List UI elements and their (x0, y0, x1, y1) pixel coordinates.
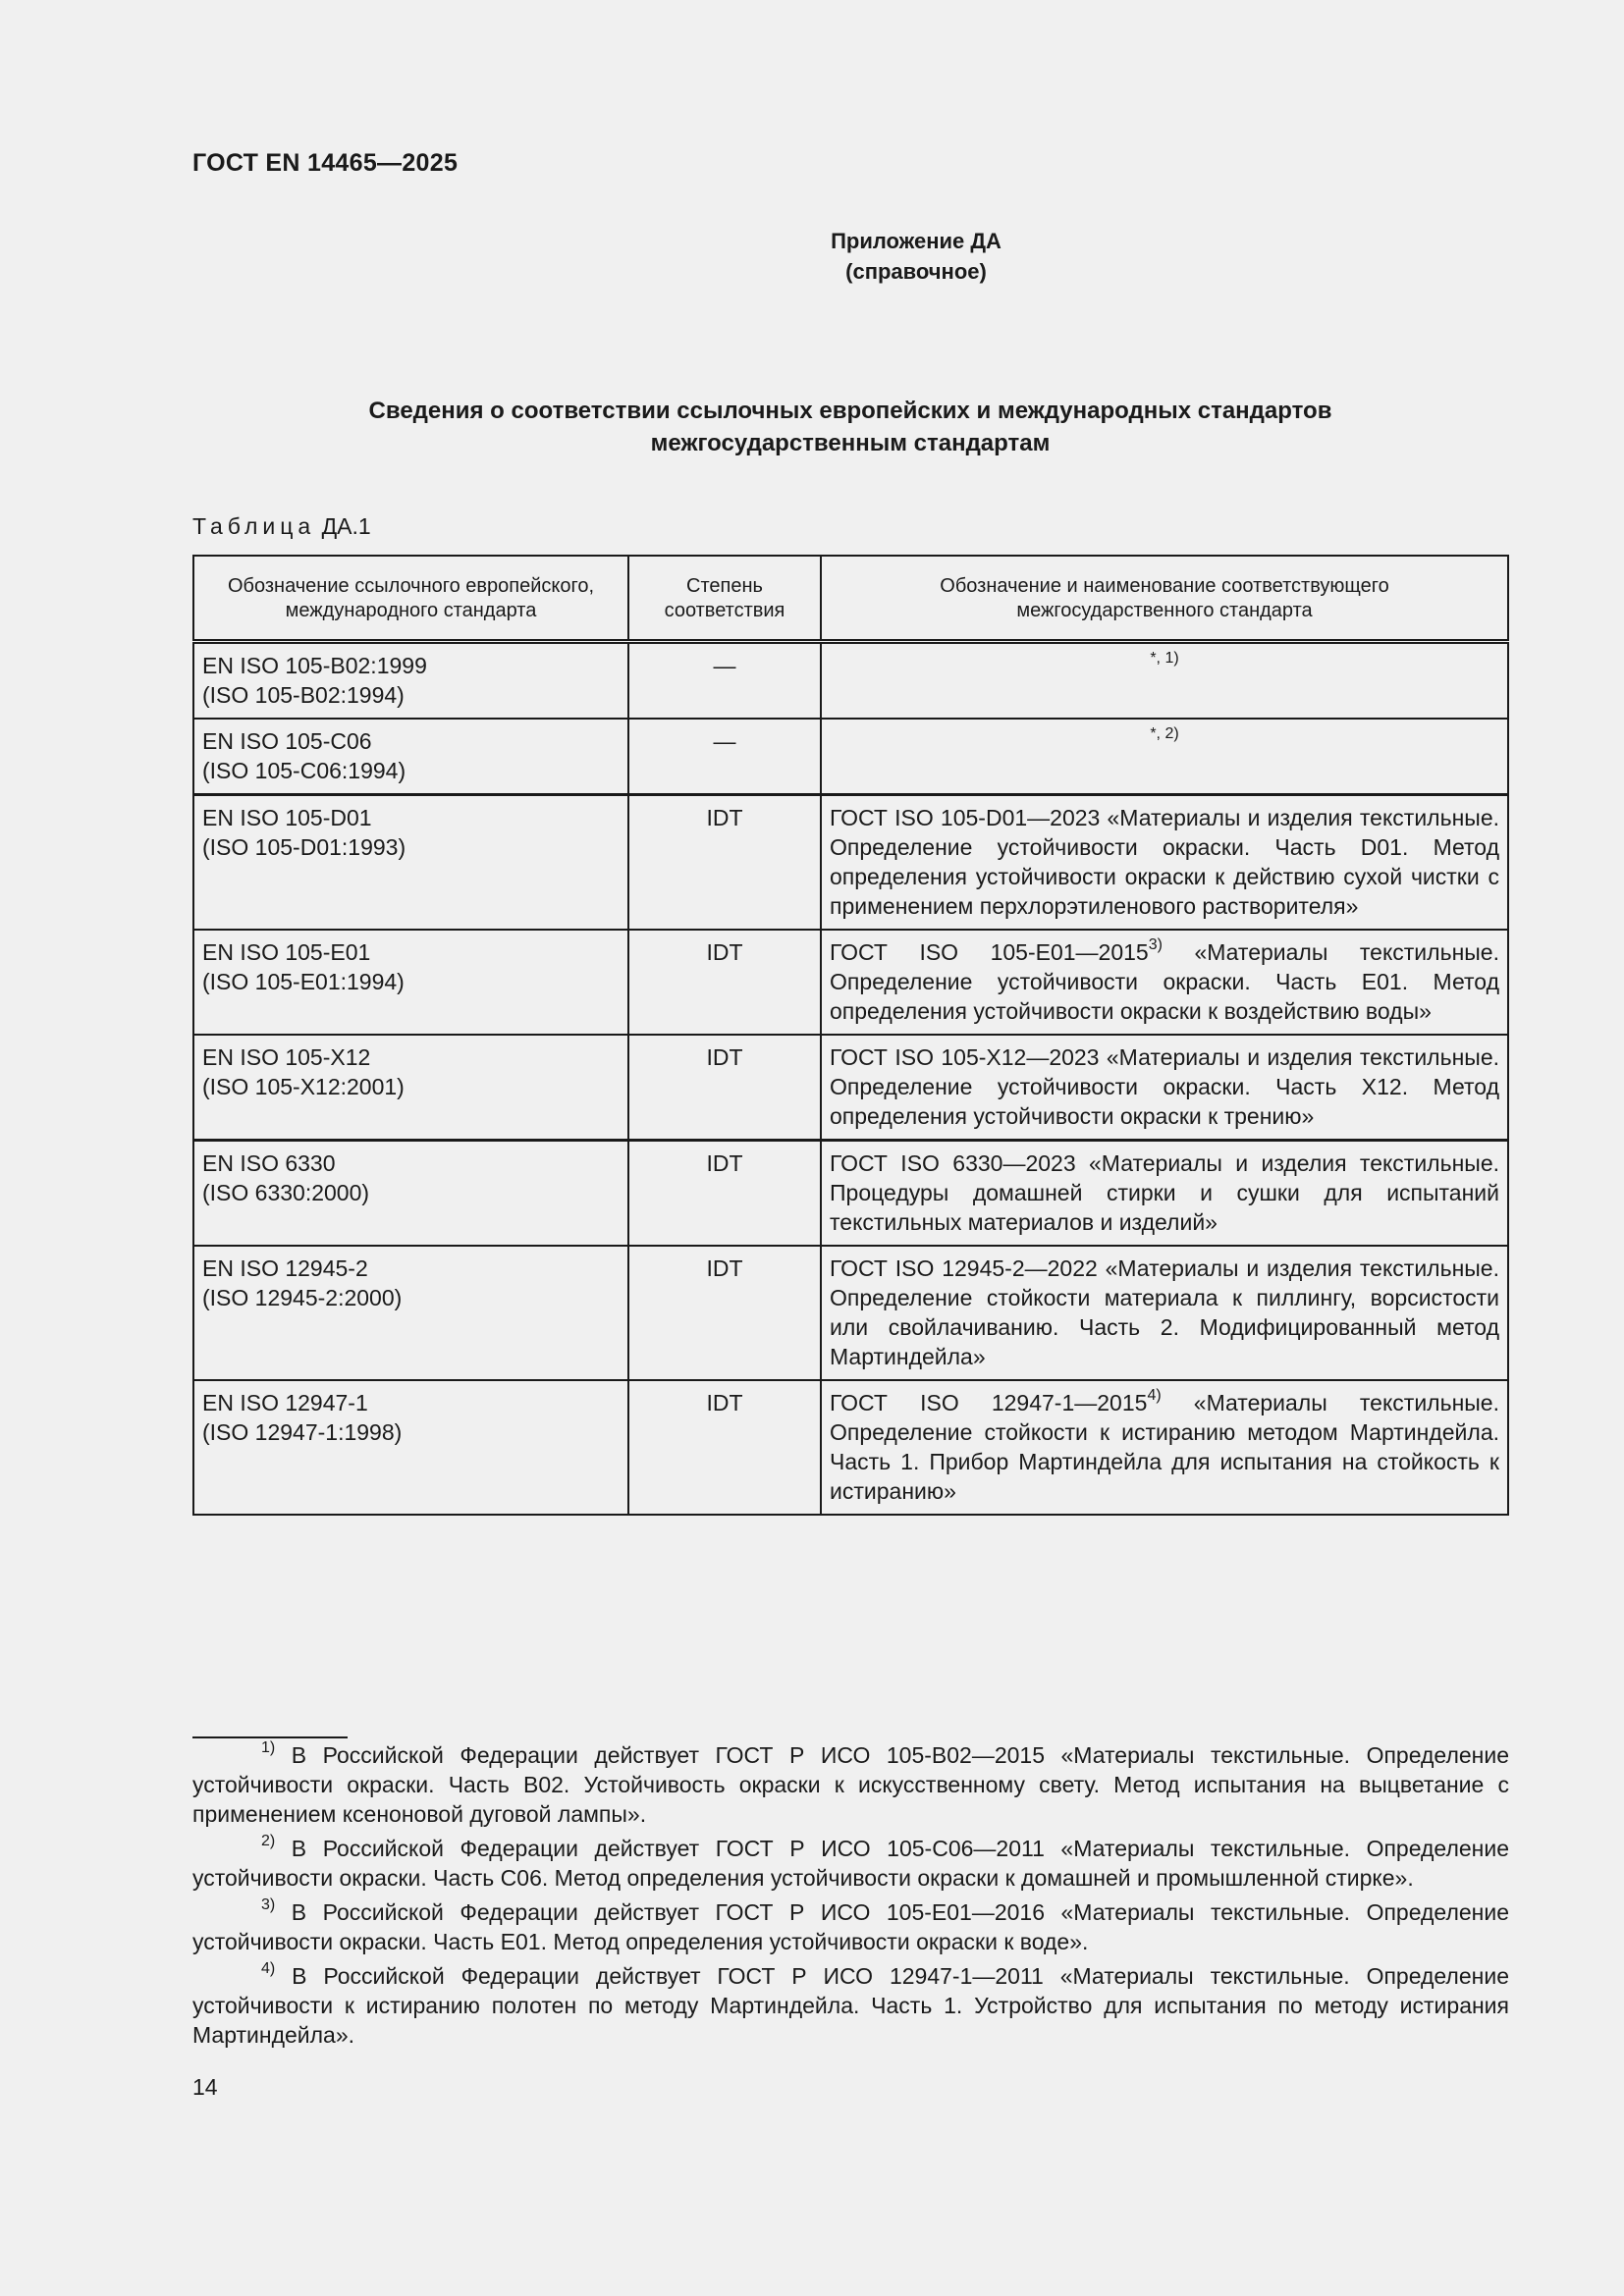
footnote-separator (192, 1736, 348, 1738)
reference-cell: EN ISO 105-X12 (ISO 105-X12:2001) (193, 1035, 628, 1141)
reference-cell: EN ISO 105-C06 (ISO 105-C06:1994) (193, 719, 628, 795)
annex-subtitle: (справочное) (845, 259, 987, 284)
footnote: $^{2)}$ В Российской Федерации действует ГОСТ Р ИСО 105-C06—2011 «Материалы текстильные. Определение устойчивости окраски. Часть C06. Метод определения устойчивости окраски к домашней и промышленной стирке». (192, 1833, 1509, 1891)
table-row (193, 1141, 1508, 1247)
footnote-mark: 4) (261, 1960, 276, 1978)
footnote: $^{3)}$ В Российской Федерации действует ГОСТ Р ИСО 105-E01—2016 «Материалы текстильные. Определение устойчивости окраски. Часть E01. Метод определения устойчивости окраски к воде». (192, 1896, 1510, 1954)
section-title (192, 395, 1508, 459)
interstate-cell: ГОСТ ISO 12945-2—2022 «Материалы и изделия текстильные. Определение стойкости материала к пиллингу, ворсистости или свойлачиванию. Часть 2. Модифицированный метод Мартиндейла» (821, 1246, 1508, 1380)
degree-cell: IDT (628, 795, 821, 931)
header-reference-standard: Обозначение ссылочного европейского, международного стандарта (193, 556, 628, 642)
footnote-mark: 4) (1147, 1387, 1162, 1405)
interstate-cell: ГОСТ ISO 6330—2023 «Материалы и изделия текстильные. Процедуры домашней стирки и сушки для испытаний текстильных материалов и изделий» (821, 1141, 1508, 1247)
table-row (193, 642, 1508, 720)
section-title-line-2: межгосударственным стандартам (650, 430, 1051, 456)
footnote-mark: 3) (261, 1896, 276, 1914)
table-row (193, 795, 1508, 931)
footnotes (192, 1740, 1509, 2055)
degree-cell: IDT (628, 1035, 821, 1141)
annex-heading (0, 226, 1624, 287)
footnote-mark: 2) (261, 1833, 276, 1850)
table-caption (192, 513, 371, 540)
footnote-mark: 1) (261, 1739, 276, 1757)
header-interstate-standard: Обозначение и наименование соответствующего межгосударственного стандарта (821, 556, 1508, 642)
reference-cell: EN ISO 105-D01 (ISO 105-D01:1993) (193, 795, 628, 931)
footnote: $^{1)}$ В Российской Федерации действует ГОСТ Р ИСО 105-B02—2015 «Материалы текстильные. Определение устойчивости окраски. Часть B02. Устойчивость окраски к искусственному свету. Метод испытания на выцветание с применением ксеноновой дуговой лампы». (192, 1739, 1510, 1827)
degree-cell: — (628, 642, 821, 720)
table-caption-prefix: Таблица (192, 513, 316, 539)
table-row (193, 930, 1508, 1035)
reference-cell: EN ISO 105-B02:1999 (ISO 105-B02:1994) (193, 642, 628, 720)
degree-cell: IDT (628, 1141, 821, 1247)
section-title-line-1: Сведения о соответствии ссылочных европейских и международных стандартов (368, 398, 1332, 424)
reference-cell: EN ISO 105-E01 (ISO 105-E01:1994) (193, 930, 628, 1035)
annex-title: Приложение ДА (831, 229, 1001, 253)
table-row (193, 1035, 1508, 1141)
footnote-mark: *, 1) (1150, 650, 1179, 667)
standards-table (192, 555, 1509, 1516)
degree-cell: IDT (628, 1246, 821, 1380)
footnote: $^{4)}$ В Российской Федерации действует ГОСТ Р ИСО 12947-1—2011 «Материалы текстильные. Определение устойчивости к истиранию полотен по методу Мартиндейла. Часть 1. Устройство для испытания по методу истирания Мартиндейла». (192, 1960, 1509, 2048)
table-row (193, 1246, 1508, 1380)
degree-cell: — (628, 719, 821, 795)
interstate-cell: ГОСТ ISO 105-D01—2023 «Материалы и изделия текстильные. Определение устойчивости окраски. Часть D01. Метод определения устойчивости окраски к действию сухой чистки с применением перхлорэтиленового растворителя» (821, 795, 1508, 931)
header-degree: Степень соответствия (628, 556, 821, 642)
page-number: 14 (192, 2074, 218, 2100)
footnote-mark: 3) (1148, 936, 1163, 954)
interstate-cell: ГОСТ ISO 12947-1—2015$^{4)}$ «Материалы текстильные. Определение стойкости к истиранию методом Мартиндейла. Часть 1. Прибор Мартиндейла для испытания на стойкость к истиранию» (821, 1380, 1508, 1515)
table-row (193, 1380, 1508, 1515)
table-header-row (193, 556, 1508, 642)
degree-cell: IDT (628, 930, 821, 1035)
footnote-mark: *, 2) (1150, 725, 1179, 743)
interstate-cell: ГОСТ ISO 105-E01—2015$^{3)}$ «Материалы текстильные. Определение устойчивости окраски. Часть E01. Метод определения устойчивости окраски к воздействию воды» (821, 930, 1508, 1035)
interstate-cell: ГОСТ ISO 105-X12—2023 «Материалы и изделия текстильные. Определение устойчивости окраски. Часть X12. Метод определения устойчивости окраски к трению» (821, 1035, 1508, 1141)
interstate-cell (821, 642, 1508, 720)
reference-cell: EN ISO 12945-2 (ISO 12945-2:2000) (193, 1246, 628, 1380)
interstate-cell (821, 719, 1508, 795)
table-row (193, 719, 1508, 795)
table-caption-number: ДА.1 (321, 513, 371, 539)
reference-cell: EN ISO 6330 (ISO 6330:2000) (193, 1141, 628, 1247)
document-code: ГОСТ EN 14465—2025 (192, 149, 459, 177)
degree-cell: IDT (628, 1380, 821, 1515)
reference-cell: EN ISO 12947-1 (ISO 12947-1:1998) (193, 1380, 628, 1515)
